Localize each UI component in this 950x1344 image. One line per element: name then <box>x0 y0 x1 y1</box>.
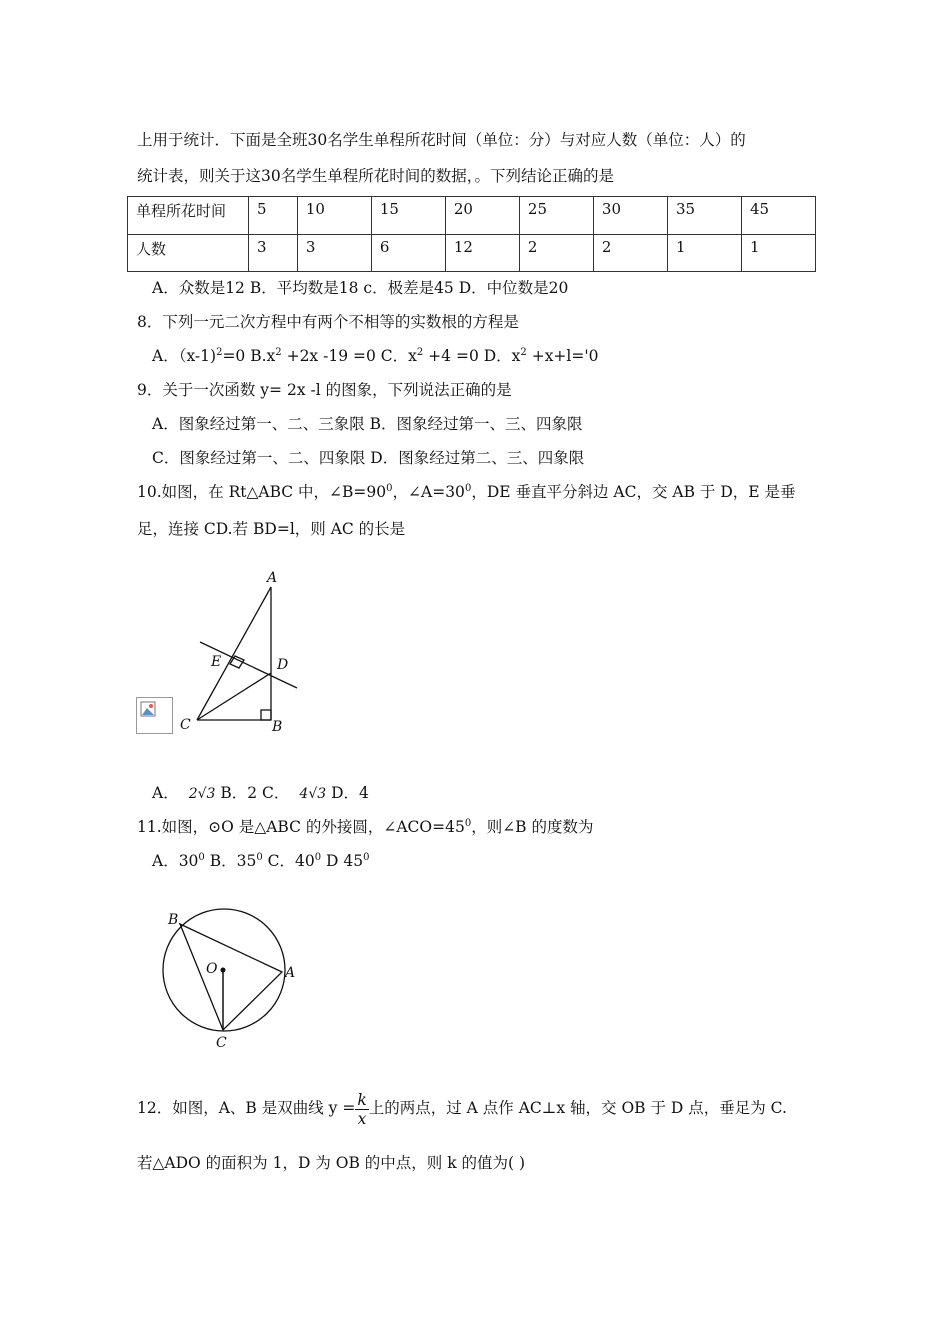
table-cell: 3 <box>249 234 298 272</box>
label-A: A <box>285 965 296 981</box>
q10-stem-line2: 足，连接 CD.若 BD=l，则 AC 的长是 <box>137 520 406 538</box>
table-cell: 25 <box>519 197 593 235</box>
label-A: A <box>267 570 278 586</box>
table-cell: 3 <box>297 234 371 272</box>
q8-options: A．（x-1)$^2$=0 $B.x^2 +2x$ -19 =0 C．$x^2 +4 =0$ D．$x^2 +x+l='0$ <box>152 346 599 365</box>
table-row <box>128 197 816 235</box>
table-cell: 10 <box>297 197 371 235</box>
table-cell: 1 <box>667 234 741 272</box>
q10-triangle-figure <box>175 565 315 740</box>
table-cell: 5 <box>249 197 298 235</box>
table-cell: 单程所花时间 <box>128 197 249 235</box>
label-C: C <box>216 1035 227 1051</box>
q9-options-line2: C．图象经过第一、二、四象限 D．图象经过第二、三、四象限 <box>152 449 585 467</box>
table-cell: 1 <box>741 234 815 272</box>
table-cell: 2 <box>519 234 593 272</box>
stat-table <box>127 196 816 272</box>
label-B: B <box>168 912 179 928</box>
table-cell: 6 <box>371 234 445 272</box>
label-D: D <box>277 657 289 673</box>
table-cell: 30 <box>593 197 667 235</box>
q9-stem: 9．关于一次函数 y= 2x -l 的图象，下列说法正确的是 <box>137 381 512 399</box>
table-cell: 2 <box>593 234 667 272</box>
q7-options: A．众数是12 B．平均数是18 c．极差是45 D．中位数是20 <box>152 279 569 297</box>
table-cell: 15 <box>371 197 445 235</box>
table-cell: 12 <box>445 234 519 272</box>
table-cell: 45 <box>741 197 815 235</box>
table-row <box>128 234 816 272</box>
q9-options-line1: A．图象经过第一、二、三象限 B．图象经过第一、三、四象限 <box>152 415 583 433</box>
table-cell: 人数 <box>128 234 249 272</box>
q8-stem: 8．下列一元二次方程中有两个不相等的实数根的方程是 <box>137 313 519 331</box>
q11-circle-figure <box>150 900 320 1060</box>
q10-stem-line1: 10.如图，在 Rt△ABC 中，$\angle B=90^0$，$\angle A=30^0$，DE 垂直平分斜边 AC，交 AB 于 D，E 是垂 <box>137 482 796 501</box>
fraction-k-over-x: $\frac{k}{x}$ <box>357 1090 367 1128</box>
label-E: E <box>211 654 222 670</box>
label-O: O <box>206 961 218 977</box>
q10-options: A． 2√3 B．2 C． 4√3 D．4 <box>152 784 369 802</box>
q7-text-line2: 统计表，则关于这30名学生单程所花时间的数据，。下列结论正确的是 <box>137 167 614 185</box>
q11-stem: 11.如图，⊙O 是△ABC 的外接圆，$\angle ACO=45^0$，则∠B 的度数为 <box>137 817 594 836</box>
table-cell: 20 <box>445 197 519 235</box>
q12-stem-line1: 12．如图，A、B 是双曲线 y = $\frac{k}{x}$ 上的两点，过 A 点作 AC⊥x 轴，交 OB 于 D 点，垂足为 C. <box>137 1090 787 1128</box>
label-B: B <box>272 719 283 735</box>
table-cell: 35 <box>667 197 741 235</box>
label-C: C <box>180 717 191 733</box>
broken-image-glyph <box>137 698 172 733</box>
q11-options: A．$30^0$ B．$35^0$ C．$40^0$ D $45^0$ <box>152 851 370 870</box>
broken-image-icon <box>136 697 173 734</box>
q12-stem-line2: 若△ADO 的面积为 1，D 为 OB 的中点，则 k 的值为( ) <box>137 1154 526 1172</box>
q7-text-line1: 上用于统计．下面是全班30名学生单程所花时间（单位：分）与对应人数（单位：人）的 <box>137 131 746 149</box>
